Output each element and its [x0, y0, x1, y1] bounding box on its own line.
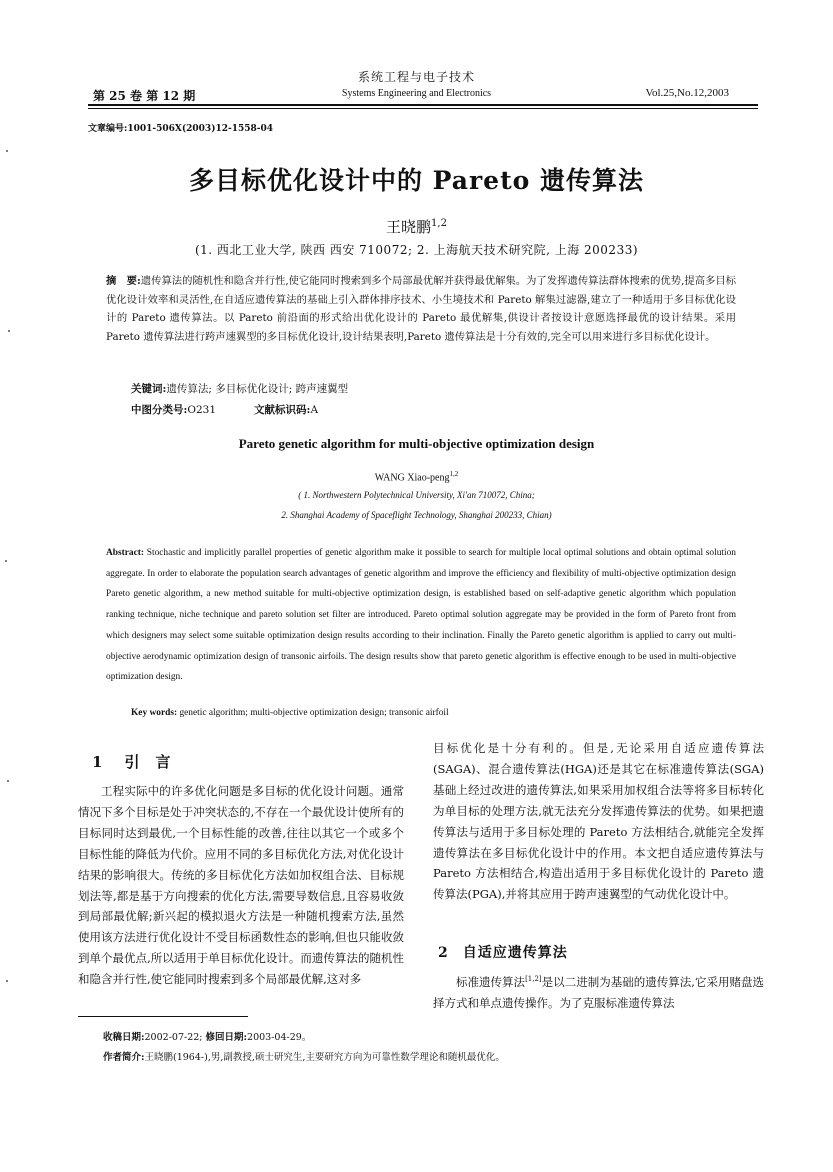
abstract-en-label: Abstract:	[106, 548, 145, 558]
section1-title-part1: 引	[124, 753, 142, 771]
section2-title: 自适应遗传算法	[462, 945, 568, 961]
keywords-cn-text: 遗传算法; 多目标优化设计; 跨声速翼型	[166, 383, 349, 395]
volume-issue-en: Vol.25,No.12,2003	[645, 87, 729, 99]
article-number-label: 文章编号:	[88, 124, 128, 134]
volume-issue-cn: 第 25 卷 第 12 期	[93, 89, 196, 103]
author-name-en: WANG Xiao-peng	[374, 472, 450, 484]
abstract-en-text: Stochastic and implicitly parallel properties of genetic algorithm make it possible to search for multiple local optimal solutions and obtain optimal solution aggregate. In order to elaborate the population search advantages of genetic algorithm and improve the efficiency and flexibility of multi-objective optimization design Pareto genetic algorithm, a new method suitable for multi-objective optimization design, is established based on self-adaptive genetic algorithm which population ranking technique, niche technique and pareto solution set filter are introduced. Pareto optimal solution aggregate may be provided in the form of Pareto front from which designers may select some suitable optimization design results according to their inclination. Finally the Pareto genetic algorithm is applied to carry out multi-objective aerodynamic optimization design of transonic airfoils. The design results show that pareto genetic algorithm is effective enough to be used in multi-objective optimization design.	[106, 548, 736, 683]
revised-value: 2003-04-29。	[247, 1032, 312, 1043]
doc-code-value: A	[310, 404, 319, 416]
footnote-dates	[103, 1029, 311, 1043]
section2-number: 2	[438, 945, 449, 961]
author-affil-sup-en: 1,2	[449, 470, 459, 478]
author-bio-label: 作者简介:	[103, 1052, 145, 1063]
author-en	[0, 470, 833, 483]
affiliation-en-line2: 2. Shanghai Academy of Spaceflight Technology, Shanghai 200233, Chian)	[281, 510, 552, 520]
revised-label: 修回日期:	[205, 1032, 248, 1043]
keywords-en	[131, 708, 449, 718]
article-number-value: 1001-506X(2003)12-1558-04	[127, 124, 274, 134]
received-label: 收稿日期:	[103, 1032, 145, 1043]
keywords-cn	[131, 381, 348, 396]
scan-speck	[6, 980, 8, 982]
affiliation-cn: (1. 西北工业大学, 陕西 西安 710072; 2. 上海航天技术研究院, 上海 200233)	[194, 243, 639, 257]
paper-title-cn: 多目标优化设计中的 Pareto 遗传算法	[188, 166, 645, 195]
scan-speck	[5, 560, 7, 562]
section1-title-part2: 言	[155, 753, 173, 771]
abstract-cn-label: 摘 要:	[106, 275, 141, 287]
keywords-en-label: Key words:	[131, 708, 178, 718]
paper-title-en: Pareto genetic algorithm for multi-objective optimization design	[238, 436, 595, 451]
scan-speck	[6, 150, 8, 152]
author-affil-sup-cn: 1,2	[431, 218, 447, 229]
header-rule-thin	[88, 108, 758, 109]
header-rule-thick	[88, 104, 758, 106]
affiliation-en-line1: ( 1. Northwestern Polytechnical University, Xi'an 710072, China;	[298, 490, 535, 500]
section2-text-after-cite: 是以二进制为基础的遗传算法,它采用赌盘选择方式和单点遗传操作。为了克服标准遗传算法	[433, 974, 765, 1010]
journal-name-en: Systems Engineering and Electronics	[341, 88, 492, 99]
classification-cn	[131, 402, 318, 417]
citation-ref: [1,2]	[525, 975, 542, 983]
section1-paragraph: 工程实际中的许多优化问题是多目标的优化设计问题。通常情况下多个目标是处于冲突状态的,不存在一个最优设计使所有的目标同时达到最优,一个目标性能的改善,往往以其它一个或多个目标性能的降低为代价。应用不同的多目标优化方法,对优化设计结果的影响很大。传统的多目标优化方法如加权组合法、目标规划法等,都是基于方向搜索的优化方法,需要导数信息,且容易收敛到局部最优解;新兴起的模拟退火方法是一种随机搜索方法,虽然使用该方法进行优化设计不受目标函数性态的影响,但也只能收敛到单个最优点,所以适用于单目标优化设计。而遗传算法的随机性和隐含并行性,使它能同时搜索到多个局部最优解,这对多	[78, 784, 404, 987]
scan-speck	[7, 780, 9, 782]
section2-text-before-cite: 标准遗传算法	[456, 974, 526, 989]
author-name-cn: 王晓鹏	[386, 218, 432, 236]
footnote-author-bio	[103, 1049, 505, 1063]
journal-name-cn: 系统工程与电子技术	[357, 70, 475, 84]
abstract-cn	[106, 272, 736, 346]
section2-paragraph	[433, 969, 764, 1014]
scan-speck	[8, 330, 10, 332]
clc-label: 中图分类号:	[131, 404, 188, 416]
abstract-en	[106, 543, 736, 688]
author-bio-value: 王晓鹏(1964-),男,副教授,硕士研究生,主要研究方向为可靠性数学理论和随机最优化。	[144, 1052, 505, 1063]
section1-heading	[92, 751, 172, 772]
footnote-rule	[78, 1016, 248, 1017]
keywords-cn-label: 关键词:	[131, 383, 167, 395]
section1-number: 1	[92, 753, 105, 771]
keywords-en-text: genetic algorithm; multi-objective optimization design; transonic airfoil	[179, 708, 449, 718]
clc-value: O231	[187, 404, 217, 416]
abstract-cn-text: 遗传算法的随机性和隐含并行性,使它能同时搜索到多个局部最优解并获得最优解集。为了发挥遗传算法群体搜索的优势,提高多目标优化设计效率和灵活性,在自适应遗传算法的基础上引入群体排序技术、小生境技术和 Pareto 解集过滤器,建立了一种适用于多目标优化设计的 Pareto 遗传算法。以 Pareto 前沿面的形式给出优化设计的 Pareto 最优解集,供设计者按设计意愿选择最优的设计结果。采用 Pareto 遗传算法进行跨声速翼型的多目标优化设计,设计结果表明,Pareto 遗传算法是十分有效的,完全可以用来进行多目标优化设计。	[106, 275, 736, 343]
author-cn	[0, 216, 833, 237]
received-value: 2002-07-22;	[144, 1032, 206, 1043]
right-column-continuation: 目标优化是十分有利的。但是,无论采用自适应遗传算法(SAGA)、混合遗传算法(HGA)还是其它在标准遗传算法(SGA)基础上经过改进的遗传算法,如果采用加权组合法等将多目标转化为单目标的处理方法,就无法充分发挥遗传算法的优势。如果把遗传算法与适用于多目标处理的 Pareto 方法相结合,就能完全发挥遗传算法在多目标优化设计中的作用。本文把自适应遗传算法与 Pareto 方法相结合,构造出适用于多目标优化设计的 Pareto 遗传算法(PGA),并将其应用于跨声速翼型的气动优化设计中。	[433, 741, 764, 902]
article-number	[88, 121, 273, 134]
section2-heading	[438, 942, 568, 962]
doc-code-label: 文献标识码:	[254, 404, 311, 416]
